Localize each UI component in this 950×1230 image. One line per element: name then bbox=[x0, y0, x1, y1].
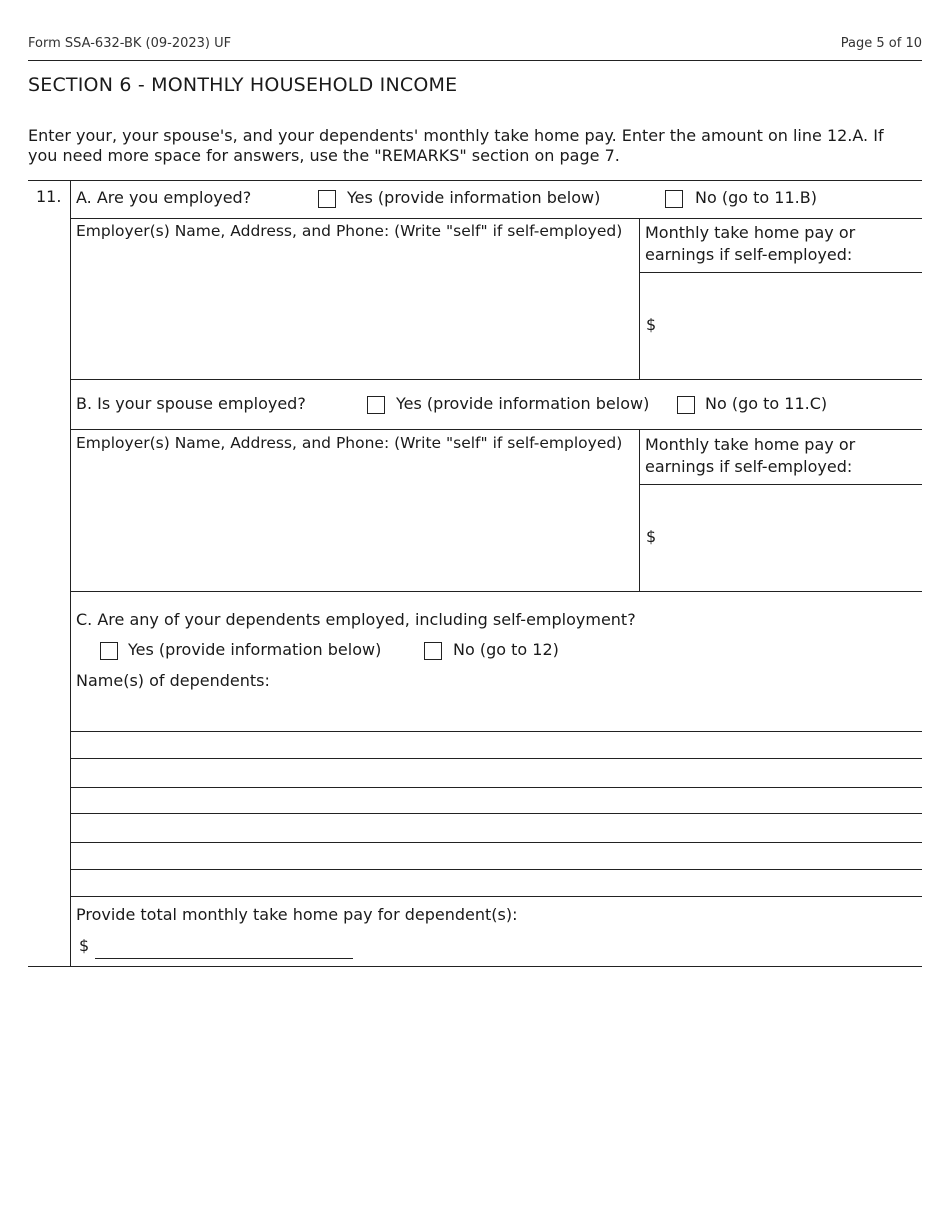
dependent-line-2 bbox=[70, 758, 922, 759]
employer-input-11b[interactable] bbox=[76, 460, 632, 584]
rule-11a-top bbox=[70, 218, 922, 219]
label-11c-no: No (go to 12) bbox=[453, 640, 559, 659]
pay-label-11a-line2: earnings if self-employed: bbox=[645, 245, 853, 264]
checkbox-11b-yes[interactable] bbox=[367, 396, 385, 414]
rule-11b-pay bbox=[639, 484, 922, 485]
pay-label-11a-line1: Monthly take home pay or bbox=[645, 223, 856, 242]
number-column-rule bbox=[70, 180, 71, 967]
question-11a: A. Are you employed? bbox=[76, 188, 252, 207]
question-11b: B. Is your spouse employed? bbox=[76, 394, 306, 413]
total-pay-input[interactable] bbox=[96, 935, 352, 957]
total-pay-underline bbox=[95, 958, 353, 959]
dependent-line-5 bbox=[70, 842, 922, 843]
checkbox-11c-yes[interactable] bbox=[100, 642, 118, 660]
item-number: 11. bbox=[36, 187, 62, 206]
dependent-name-input-1[interactable] bbox=[76, 734, 916, 756]
label-11a-yes: Yes (provide information below) bbox=[347, 188, 601, 207]
label-11b-yes: Yes (provide information below) bbox=[396, 394, 650, 413]
total-pay-label: Provide total monthly take home pay for dependent(s): bbox=[76, 905, 518, 924]
pay-input-11b[interactable] bbox=[662, 526, 912, 548]
dependent-name-input-4[interactable] bbox=[76, 817, 916, 839]
dependent-line-3 bbox=[70, 787, 922, 788]
dollar-sign-11b: $ bbox=[646, 527, 657, 546]
checkbox-11c-no[interactable] bbox=[424, 642, 442, 660]
table-bottom-rule bbox=[28, 966, 922, 967]
employer-label-11a: Employer(s) Name, Address, and Phone: (Write "self" if self-employed) bbox=[76, 222, 623, 240]
pay-label-11b-line1: Monthly take home pay or bbox=[645, 435, 856, 454]
rule-11b-top bbox=[70, 429, 922, 430]
employer-label-11b: Employer(s) Name, Address, and Phone: (Write "self" if self-employed) bbox=[76, 434, 623, 452]
label-11a-no: No (go to 11.B) bbox=[695, 188, 817, 207]
table-top-rule bbox=[28, 180, 922, 181]
rule-11b-bottom bbox=[70, 591, 922, 592]
dependent-name-input-2[interactable] bbox=[76, 762, 916, 784]
dollar-sign-11a: $ bbox=[646, 315, 657, 334]
dollar-sign-11c: $ bbox=[79, 936, 90, 955]
form-id: Form SSA-632-BK (09-2023) UF bbox=[28, 36, 232, 51]
checkbox-11a-no[interactable] bbox=[665, 190, 683, 208]
section-title: SECTION 6 - MONTHLY HOUSEHOLD INCOME bbox=[28, 74, 458, 96]
rule-11a-bottom bbox=[70, 379, 922, 380]
question-11c: C. Are any of your dependents employed, including self-employment? bbox=[76, 610, 636, 629]
page-number: Page 5 of 10 bbox=[840, 36, 922, 51]
dependent-name-input-3[interactable] bbox=[76, 790, 916, 812]
label-11b-no: No (go to 11.C) bbox=[705, 394, 828, 413]
section-instructions: Enter your, your spouse's, and your dependents' monthly take home pay. Enter the amount on line 12.A. If you need more space for answers, use the "REMARKS" section on page 7. bbox=[28, 126, 884, 165]
employer-input-11a[interactable] bbox=[76, 248, 632, 372]
checkbox-11a-yes[interactable] bbox=[318, 190, 336, 208]
rule-11a-pay bbox=[639, 272, 922, 273]
pay-label-11b-line2: earnings if self-employed: bbox=[645, 457, 853, 476]
dependent-name-input-5[interactable] bbox=[76, 845, 916, 867]
dependent-line-4 bbox=[70, 813, 922, 814]
rule-11b-split bbox=[639, 429, 640, 591]
dependents-names-label: Name(s) of dependents: bbox=[76, 671, 270, 690]
pay-input-11a[interactable] bbox=[662, 314, 912, 336]
dependent-line-6 bbox=[70, 869, 922, 870]
rule-11a-split bbox=[639, 218, 640, 379]
label-11c-yes: Yes (provide information below) bbox=[128, 640, 382, 659]
dependent-line-1 bbox=[70, 731, 922, 732]
dependent-line-7 bbox=[70, 896, 922, 897]
checkbox-11b-no[interactable] bbox=[677, 396, 695, 414]
header-rule bbox=[28, 60, 922, 61]
